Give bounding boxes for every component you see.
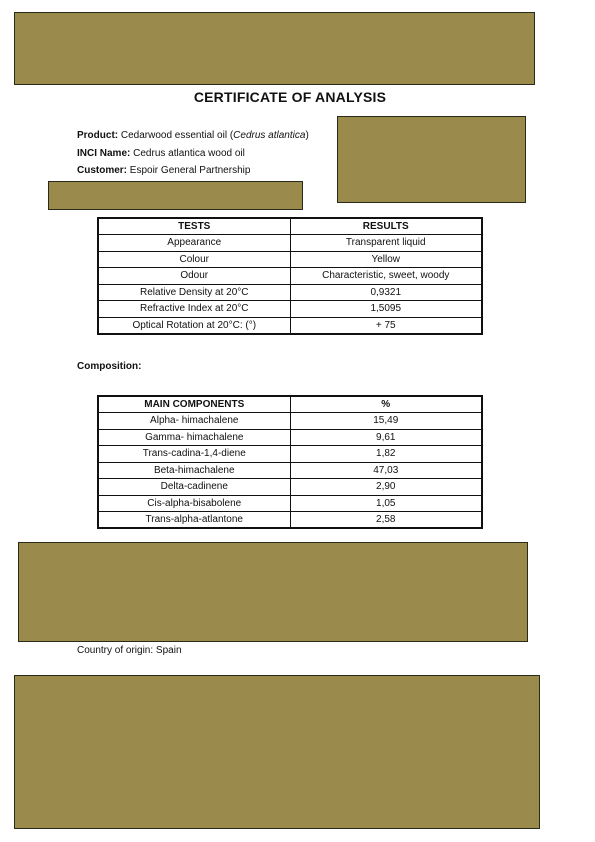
table-row (98, 512, 482, 529)
test-name: Optical Rotation at 20°C: (°) (98, 317, 290, 334)
inci-label: INCI Name: (77, 148, 131, 159)
test-name: Refractive Index at 20°C (98, 301, 290, 318)
product-value-latin: Cedrus atlantica (233, 130, 306, 141)
table-row (98, 301, 482, 318)
table-row (98, 479, 482, 496)
component-name: Trans-cadina-1,4-diene (98, 446, 290, 463)
table-row (98, 462, 482, 479)
tests-header-row (98, 218, 482, 235)
composition-header-row (98, 396, 482, 413)
table-row (98, 429, 482, 446)
test-result: 0,9321 (290, 284, 482, 301)
document-title: CERTIFICATE OF ANALYSIS (193, 89, 387, 105)
product-line (77, 130, 309, 142)
test-result: Transparent liquid (290, 235, 482, 252)
component-percent: 47,03 (290, 462, 482, 479)
test-result: + 75 (290, 317, 482, 334)
redacted-side-block (337, 116, 526, 203)
table-row (98, 235, 482, 252)
component-percent: 1,82 (290, 446, 482, 463)
component-name: Gamma- himachalene (98, 429, 290, 446)
inci-line (77, 148, 245, 160)
test-name: Relative Density at 20°C (98, 284, 290, 301)
test-name: Colour (98, 251, 290, 268)
composition-header-percent: % (290, 396, 482, 413)
table-row (98, 268, 482, 285)
product-value-prefix: Cedarwood essential oil ( (120, 130, 234, 141)
test-name: Odour (98, 268, 290, 285)
tests-table (97, 217, 483, 335)
composition-header-components: MAIN COMPONENTS (98, 396, 290, 413)
component-percent: 2,58 (290, 512, 482, 529)
test-result: Characteristic, sweet, woody (290, 268, 482, 285)
country-of-origin: Country of origin: Spain (77, 645, 182, 656)
inci-value: Cedrus atlantica wood oil (133, 148, 245, 159)
component-percent: 2,90 (290, 479, 482, 496)
redacted-product-block (48, 181, 303, 210)
tests-header-tests: TESTS (98, 218, 290, 235)
test-name: Appearance (98, 235, 290, 252)
component-percent: 15,49 (290, 413, 482, 430)
test-result: 1,5095 (290, 301, 482, 318)
customer-value: Espoir General Partnership (129, 165, 251, 176)
component-percent: 9,61 (290, 429, 482, 446)
table-row (98, 317, 482, 334)
redacted-header-block (14, 12, 535, 85)
table-row (98, 251, 482, 268)
tests-header-results: RESULTS (290, 218, 482, 235)
composition-label: Composition: (77, 361, 142, 372)
component-name: Beta-himachalene (98, 462, 290, 479)
component-name: Alpha- himachalene (98, 413, 290, 430)
table-row (98, 413, 482, 430)
test-result: Yellow (290, 251, 482, 268)
table-row (98, 284, 482, 301)
customer-label: Customer: (77, 165, 128, 176)
component-name: Delta-cadinene (98, 479, 290, 496)
component-name: Cis-alpha-bisabolene (98, 495, 290, 512)
product-label: Product: (77, 130, 119, 141)
customer-line (77, 165, 250, 177)
component-name: Trans-alpha-atlantone (98, 512, 290, 529)
redacted-middle-block (18, 542, 528, 642)
composition-table (97, 395, 483, 529)
product-value-suffix: ) (305, 130, 309, 141)
table-row (98, 446, 482, 463)
component-percent: 1,05 (290, 495, 482, 512)
table-row (98, 495, 482, 512)
redacted-bottom-block (14, 675, 540, 829)
